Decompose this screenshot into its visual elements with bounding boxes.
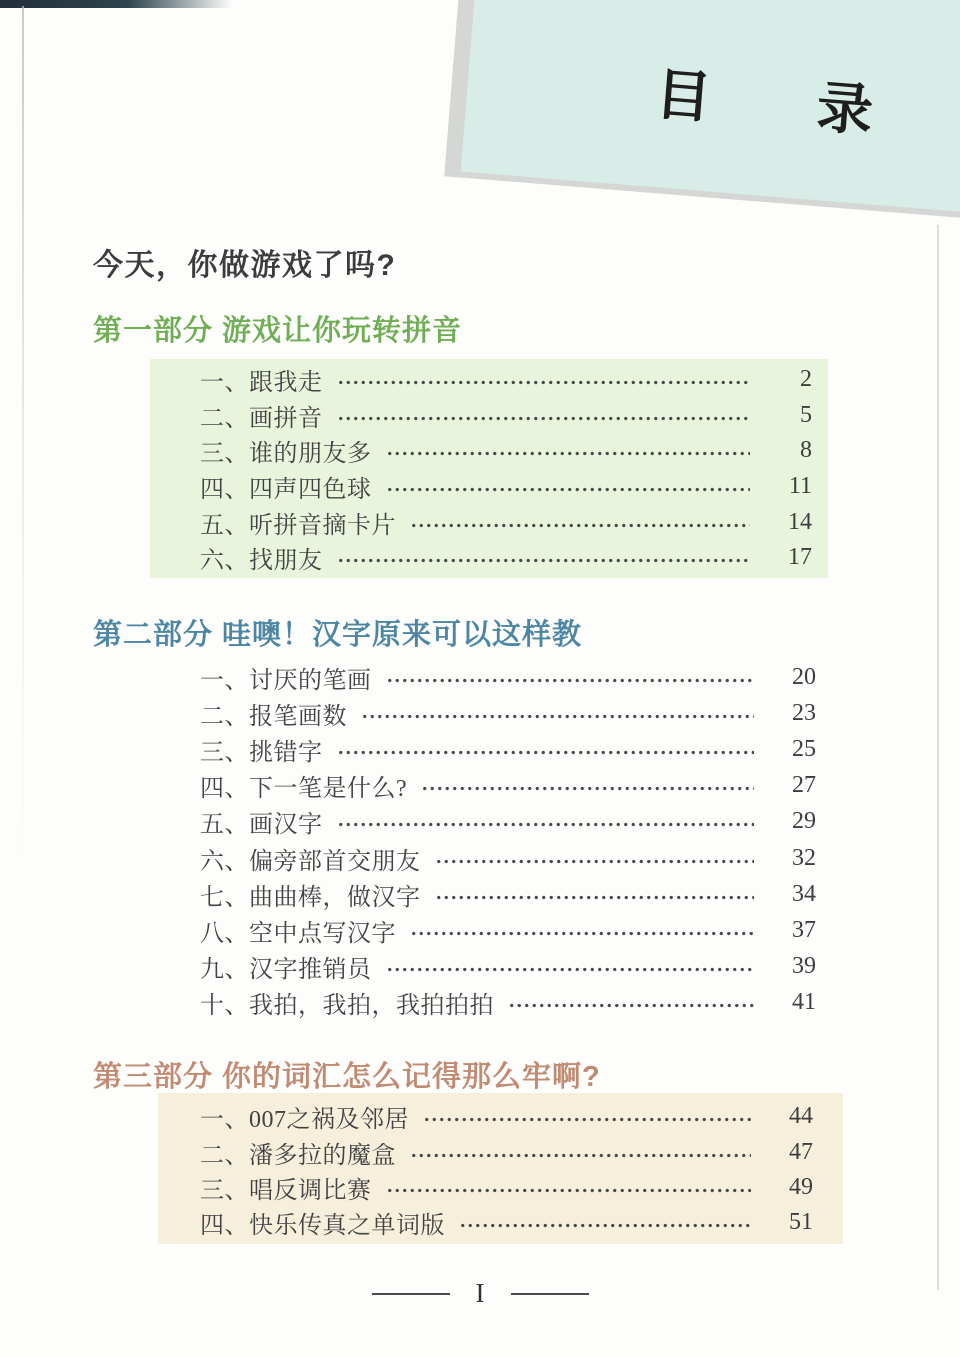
intro-heading: 今天，你做游戏了吗? <box>93 249 397 282</box>
toc-item <box>200 840 816 876</box>
dot-leader <box>421 786 754 791</box>
toc-item-page: 11 <box>788 473 812 500</box>
page-fold-line <box>22 6 24 861</box>
toc-item-page: 34 <box>792 880 816 907</box>
toc-item-label: 四、四声四色球 <box>200 477 372 504</box>
toc-item-page: 27 <box>792 772 816 799</box>
toc-item <box>200 540 812 576</box>
dot-leader <box>386 1188 752 1193</box>
toc-item-page: 29 <box>792 808 816 835</box>
toc-item-label: 一、跟我走 <box>200 370 323 397</box>
toc-item-label: 三、唱反调比赛 <box>200 1177 372 1204</box>
toc-item <box>200 469 812 505</box>
dot-leader <box>459 1223 751 1228</box>
toc-item <box>200 1099 813 1134</box>
section-2-list <box>150 659 828 1021</box>
toc-item <box>200 768 816 804</box>
toc-item <box>200 695 816 731</box>
toc-item-page: 41 <box>792 989 816 1016</box>
toc-item-label: 三、挑错字 <box>200 739 323 766</box>
section-1-list <box>150 359 828 578</box>
toc-item-page: 47 <box>789 1138 813 1165</box>
toc-item <box>200 985 816 1021</box>
toc-item-label: 五、听拼音摘卡片 <box>200 512 396 539</box>
toc-item-page: 20 <box>792 663 816 690</box>
toc-item-label: 六、偏旁部首交朋友 <box>200 848 421 875</box>
toc-item <box>200 1170 813 1205</box>
toc-item-label: 十、我拍，我拍，我拍拍拍 <box>200 993 494 1020</box>
toc-item <box>200 949 816 985</box>
toc-item-label: 三、谁的朋友多 <box>200 441 372 468</box>
dot-leader <box>337 822 755 827</box>
section-1-heading: 第一部分 游戏让你玩转拼音 <box>93 315 463 347</box>
dot-leader <box>410 931 754 936</box>
toc-item <box>200 804 816 840</box>
toc-item <box>200 659 816 695</box>
toc-item <box>200 504 812 540</box>
dot-leader <box>337 750 755 755</box>
toc-item-label: 一、讨厌的笔画 <box>200 667 372 694</box>
dot-leader <box>435 895 755 900</box>
toc-item-label: 二、报笔画数 <box>200 703 347 730</box>
toc-banner-title: 目 录 <box>652 63 922 147</box>
toc-item-page: 32 <box>792 844 816 871</box>
toc-item <box>200 398 812 434</box>
dot-leader <box>410 1153 751 1158</box>
toc-item-label: 七、曲曲棒，做汉字 <box>200 884 421 911</box>
toc-item-page: 5 <box>800 401 812 428</box>
dot-leader <box>337 558 751 563</box>
dot-leader <box>410 523 750 528</box>
toc-item-label: 六、找朋友 <box>200 548 323 575</box>
toc-item <box>200 912 816 948</box>
toc-item <box>200 876 816 912</box>
toc-item-label: 九、汉字推销员 <box>200 957 372 984</box>
scan-top-edge <box>0 0 232 8</box>
toc-item-label: 五、画汉字 <box>200 812 323 839</box>
toc-item-page: 14 <box>788 508 812 535</box>
toc-item <box>200 433 812 469</box>
toc-item-page: 51 <box>789 1209 813 1236</box>
footer-rule-right <box>511 1293 589 1295</box>
toc-item-page: 39 <box>792 953 816 980</box>
dot-leader <box>361 714 754 719</box>
toc-item-label: 八、空中点写汉字 <box>200 920 396 947</box>
footer-rule-left <box>372 1293 450 1295</box>
footer-page-number: I <box>475 1278 485 1308</box>
toc-banner <box>461 0 960 220</box>
toc-item-label: 一、007之祸及邻居 <box>200 1107 409 1134</box>
page-right-edge <box>937 225 939 1290</box>
toc-item <box>200 731 816 767</box>
toc-item-page: 37 <box>792 916 816 943</box>
toc-item <box>200 362 812 398</box>
dot-leader <box>337 380 751 385</box>
dot-leader <box>337 416 751 421</box>
dot-leader <box>508 1003 754 1008</box>
section-3-list <box>158 1093 843 1244</box>
toc-item <box>200 1134 813 1169</box>
toc-item-label: 二、画拼音 <box>200 405 323 432</box>
toc-item <box>200 1205 813 1240</box>
toc-item-label: 四、快乐传真之单词版 <box>200 1213 445 1240</box>
toc-item-page: 49 <box>789 1173 813 1200</box>
toc-item-page: 25 <box>792 735 816 762</box>
toc-item-page: 23 <box>792 699 816 726</box>
toc-item-label: 二、潘多拉的魔盒 <box>200 1142 396 1169</box>
toc-item-page: 17 <box>788 544 812 571</box>
dot-leader <box>423 1117 751 1122</box>
dot-leader <box>386 451 751 456</box>
section-2-heading: 第二部分 哇噢！汉字原来可以这样教 <box>93 619 583 651</box>
page-footer <box>0 1280 960 1307</box>
dot-leader <box>386 487 751 492</box>
toc-item-page: 44 <box>789 1103 813 1130</box>
section-3-heading: 第三部分 你的词汇怎么记得那么牢啊? <box>93 1061 601 1093</box>
dot-leader <box>435 859 755 864</box>
toc-item-page: 8 <box>800 437 812 464</box>
toc-item-label: 四、下一笔是什么? <box>200 776 408 803</box>
dot-leader <box>386 678 755 683</box>
toc-item-page: 2 <box>800 366 812 393</box>
dot-leader <box>386 967 755 972</box>
